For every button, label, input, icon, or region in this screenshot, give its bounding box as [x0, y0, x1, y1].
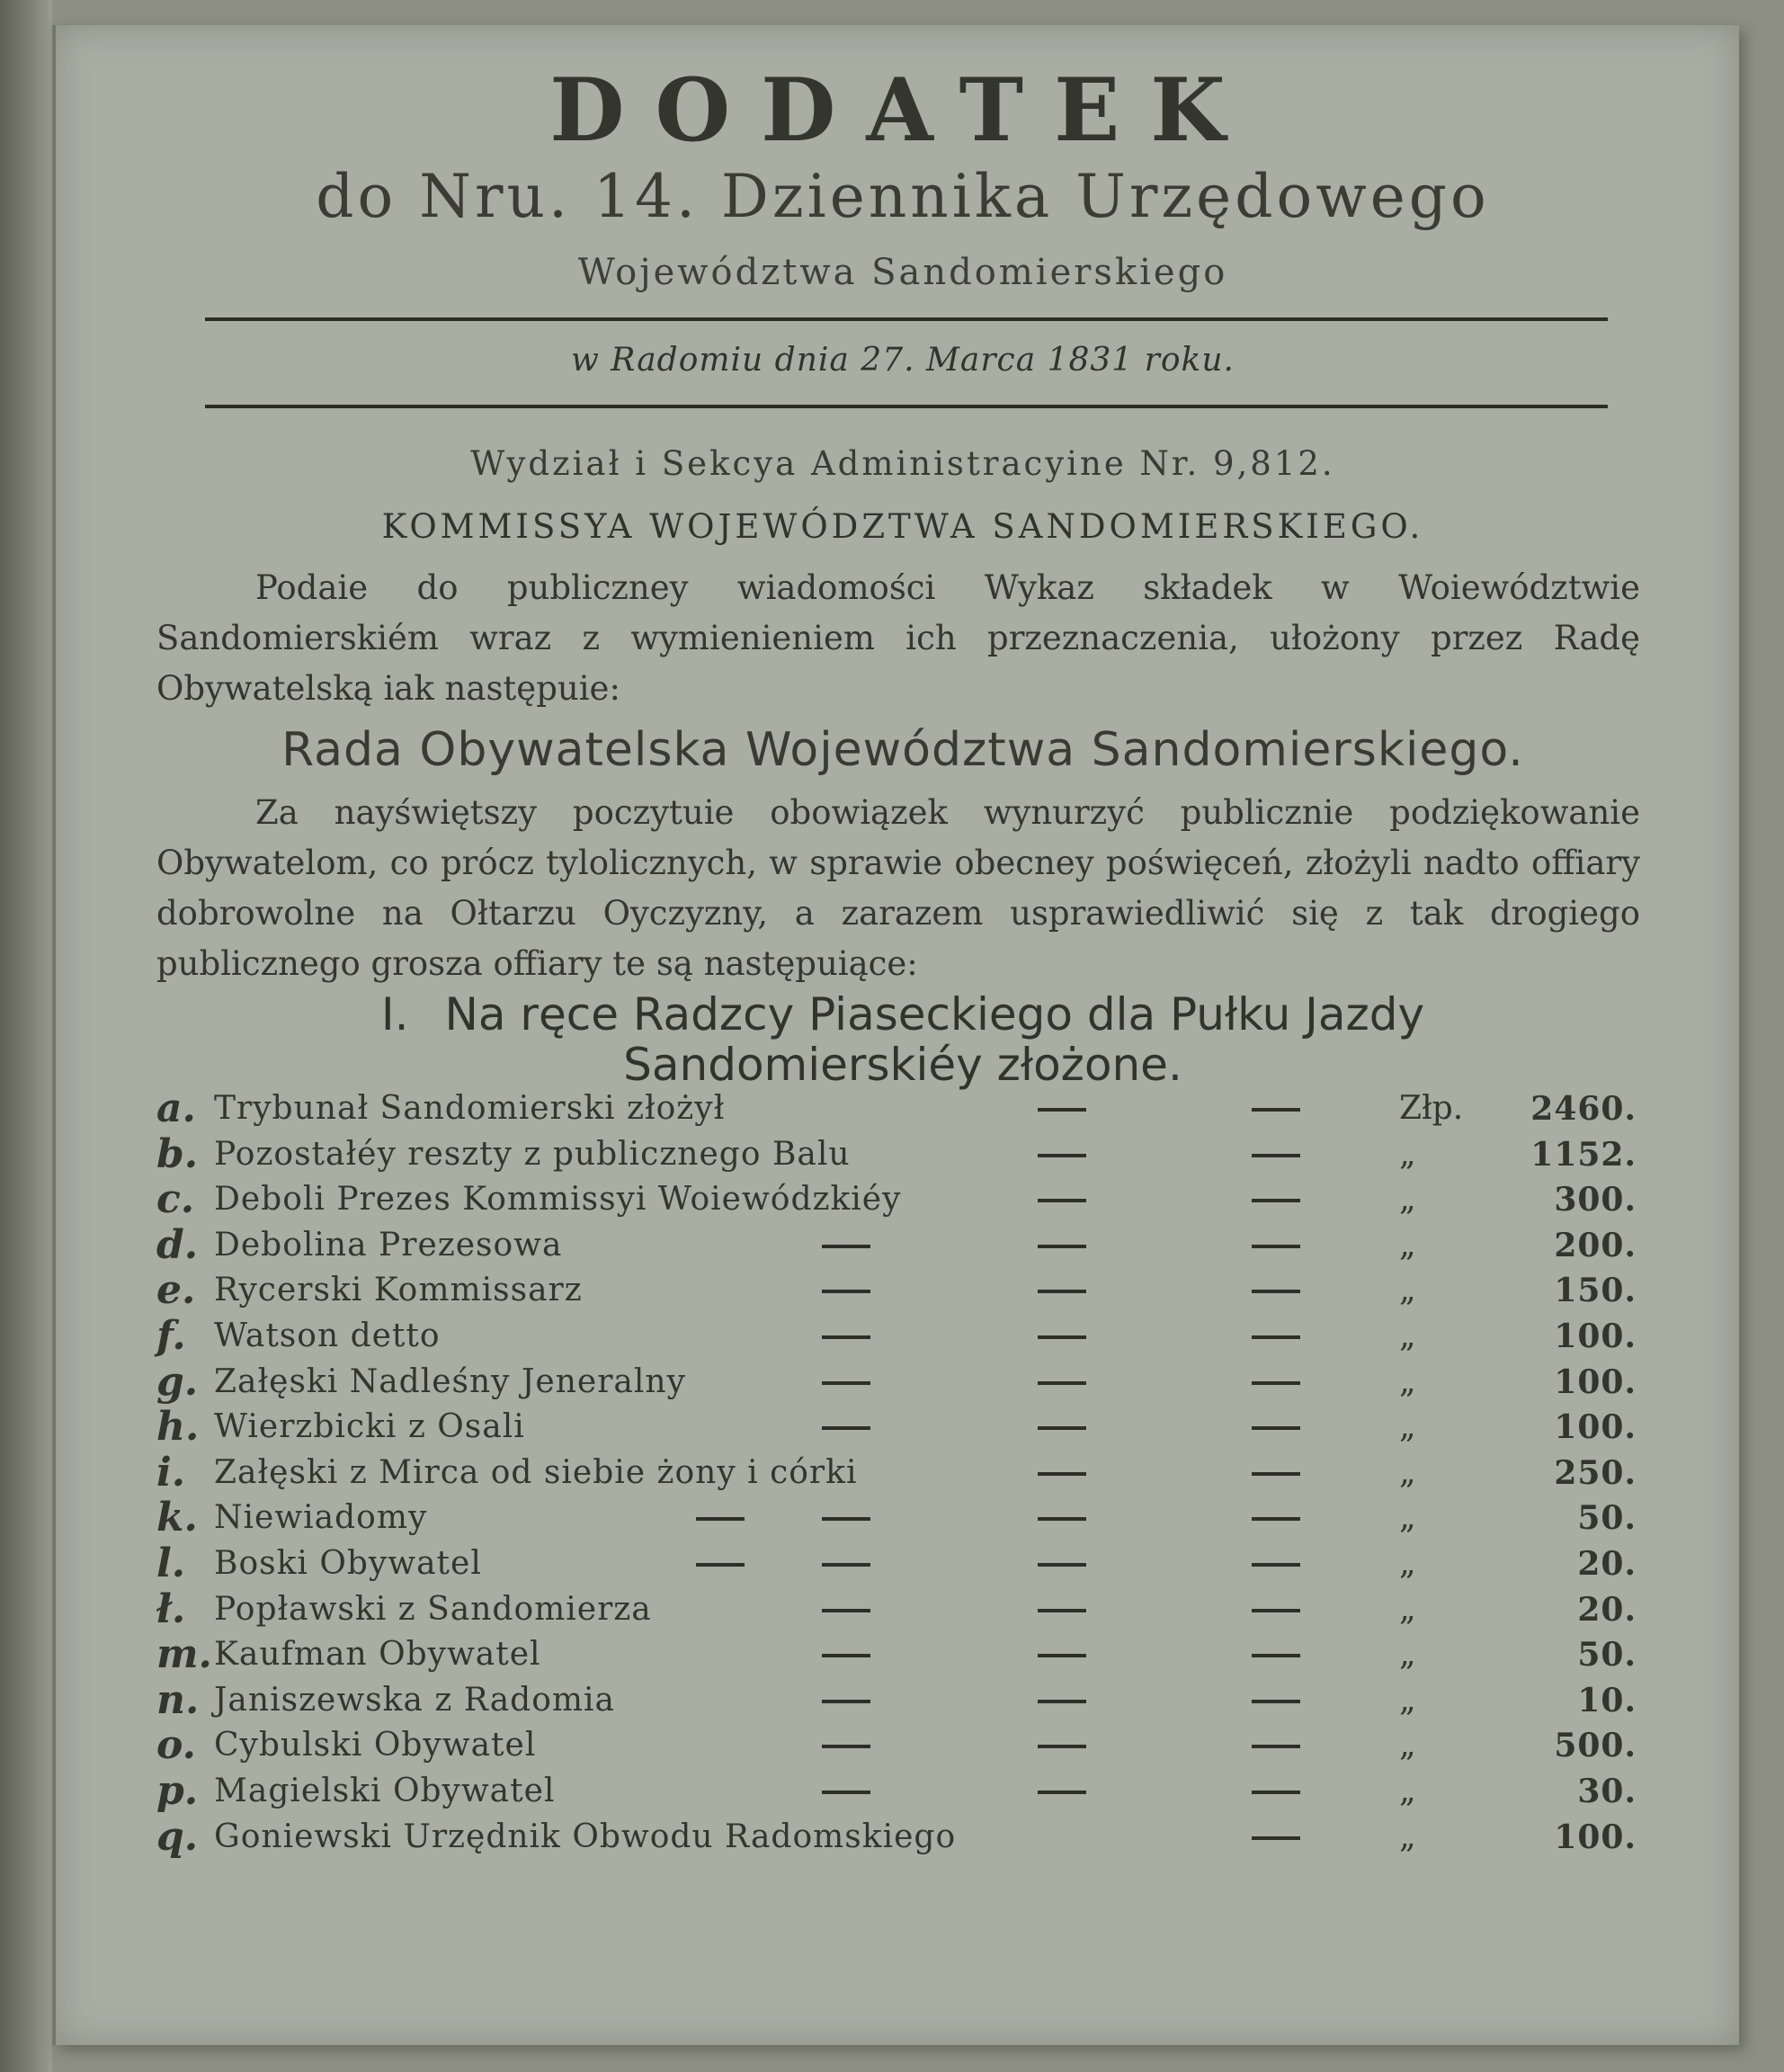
entry-dash [822, 1700, 870, 1703]
entry-letter: i. [156, 1449, 186, 1496]
entry-dash [1252, 1472, 1300, 1476]
entry-name: Niewiadomy [214, 1499, 428, 1537]
entry-letter: c. [156, 1176, 195, 1223]
entry-currency: „ [1399, 1499, 1416, 1537]
entry-letter: q. [156, 1813, 199, 1860]
entry-dash [822, 1290, 870, 1293]
list-item [156, 1132, 1649, 1178]
entry-dash [1038, 1154, 1086, 1157]
masthead-subtitle: do Nru. 14. Dziennika Urzędowego [316, 162, 1490, 231]
entry-dash [822, 1245, 870, 1248]
entry-amount: 250. [1554, 1453, 1637, 1492]
list-item [156, 1360, 1649, 1406]
contributions-list [156, 1086, 1649, 1860]
entry-dash [1252, 1245, 1300, 1248]
entry-letter: a. [156, 1085, 196, 1131]
entry-dash [1252, 1836, 1300, 1840]
entry-currency: „ [1399, 1226, 1416, 1264]
entry-currency: „ [1399, 1135, 1416, 1173]
entry-dash [1038, 1609, 1086, 1612]
entry-name: Boski Obywatel [214, 1544, 482, 1582]
entry-dash [1038, 1517, 1086, 1521]
entry-dash [1252, 1654, 1300, 1657]
entry-letter: d. [156, 1221, 199, 1268]
entry-dash [822, 1654, 870, 1657]
entry-dash [822, 1609, 870, 1612]
entry-dash [1252, 1381, 1300, 1385]
commission-heading: KOMMISSYA WOJEWÓDZTWA SANDOMIERSKIEGO. [381, 507, 1424, 546]
entry-dash [1038, 1245, 1086, 1248]
entry-amount: 20. [1577, 1544, 1637, 1583]
list-item [156, 1541, 1649, 1587]
entry-amount: 100. [1554, 1408, 1637, 1447]
entry-amount: 50. [1577, 1636, 1637, 1675]
entry-name: Popławski z Sandomierza [214, 1590, 652, 1628]
list-item [156, 1451, 1649, 1496]
entry-currency: „ [1399, 1817, 1416, 1855]
entry-currency: „ [1399, 1317, 1416, 1354]
entry-name: Rycerski Kommissarz [214, 1272, 583, 1309]
entry-letter: o. [156, 1722, 196, 1769]
entry-dash [1252, 1290, 1300, 1293]
entry-currency: „ [1399, 1272, 1416, 1309]
entry-name: Deboli Prezes Kommissyi Woiewódzkiéy [214, 1181, 902, 1219]
entry-amount: 500. [1554, 1727, 1637, 1765]
entry-dash [822, 1381, 870, 1385]
section-title-line2: Sandomierskiéy złożone. [623, 1039, 1182, 1091]
entry-dash [822, 1517, 870, 1521]
list-item [156, 1223, 1649, 1269]
entry-dash [1038, 1654, 1086, 1657]
section-title-line1: Na ręce Radzcy Piaseckiego dla Pułku Jazdy [444, 988, 1425, 1040]
entry-currency: „ [1399, 1727, 1416, 1764]
entry-dash [822, 1335, 870, 1339]
list-item [156, 1769, 1649, 1815]
header-rule-top [205, 317, 1608, 321]
entry-name: Magielski Obywatel [214, 1772, 556, 1809]
entry-dash [1252, 1609, 1300, 1612]
list-item [156, 1678, 1649, 1724]
entry-amount: 30. [1577, 1772, 1637, 1810]
entry-dash [1038, 1108, 1086, 1112]
entry-amount: 100. [1554, 1362, 1637, 1401]
entry-dash [1252, 1199, 1300, 1202]
entry-letter: f. [156, 1312, 186, 1359]
entry-dash [822, 1791, 870, 1794]
entry-dash [1252, 1154, 1300, 1157]
entry-currency: „ [1399, 1453, 1416, 1491]
entry-name: Załęski z Mirca od siebie żony i córki [214, 1453, 858, 1491]
entry-name: Janiszewska z Radomia [214, 1681, 615, 1719]
entry-dash [1252, 1563, 1300, 1567]
list-item [156, 1268, 1649, 1314]
entry-letter: n. [156, 1676, 200, 1723]
list-item [156, 1815, 1649, 1861]
list-item [156, 1723, 1649, 1769]
book-spine [0, 0, 52, 2072]
entry-name: Pozostałéy reszty z publicznego Balu [214, 1135, 851, 1173]
list-item [156, 1086, 1649, 1132]
entry-dash [1038, 1290, 1086, 1293]
entry-dash [1038, 1745, 1086, 1748]
entry-currency: „ [1399, 1362, 1416, 1400]
entry-letter: h. [156, 1404, 200, 1451]
entry-amount: 150. [1554, 1272, 1637, 1310]
header-rule-bottom [205, 405, 1608, 408]
entry-currency: „ [1399, 1408, 1416, 1446]
entry-letter: ł. [156, 1585, 186, 1632]
dateline: w Radomiu dnia 27. Marca 1831 roku. [571, 342, 1235, 379]
entry-letter: k. [156, 1495, 198, 1541]
entry-dash [822, 1563, 870, 1567]
entry-amount: 50. [1577, 1499, 1637, 1538]
entry-dash [1252, 1108, 1300, 1112]
entry-dash [1038, 1335, 1086, 1339]
entry-amount: 300. [1554, 1181, 1637, 1219]
entry-amount: 1152. [1530, 1135, 1637, 1174]
entry-name: Goniewski Urzędnik Obwodu Radomskiego [214, 1817, 957, 1855]
entry-currency: Złp. [1399, 1090, 1464, 1127]
entry-letter: p. [156, 1767, 199, 1814]
list-item [156, 1405, 1649, 1451]
list-item [156, 1314, 1649, 1360]
entry-dash [1252, 1426, 1300, 1430]
entry-dash [1038, 1426, 1086, 1430]
entry-currency: „ [1399, 1772, 1416, 1809]
entry-dash [822, 1745, 870, 1748]
list-item [156, 1632, 1649, 1678]
entry-name: Kaufman Obywatel [214, 1636, 541, 1674]
entry-dash [1252, 1517, 1300, 1521]
entry-letter: m. [156, 1631, 212, 1678]
entry-dash [1038, 1563, 1086, 1567]
entry-dash [1038, 1700, 1086, 1703]
list-item [156, 1496, 1649, 1541]
entry-name: Cybulski Obywatel [214, 1727, 537, 1764]
entry-name: Debolina Prezesowa [214, 1226, 563, 1264]
entry-letter: b. [156, 1130, 199, 1177]
entry-dash [696, 1563, 745, 1567]
entry-currency: „ [1399, 1181, 1416, 1219]
masthead-title: DODATEK [549, 59, 1256, 161]
entry-dash [822, 1426, 870, 1430]
entry-amount: 2460. [1530, 1090, 1637, 1128]
entry-currency: „ [1399, 1636, 1416, 1674]
section-heading [156, 989, 1649, 1040]
entry-name: Watson detto [214, 1317, 441, 1354]
entry-dash [1252, 1700, 1300, 1703]
entry-amount: 20. [1577, 1590, 1637, 1629]
entry-amount: 10. [1577, 1681, 1637, 1719]
entry-dash [1252, 1745, 1300, 1748]
entry-letter: l. [156, 1540, 186, 1586]
entry-dash [1038, 1381, 1086, 1385]
council-paragraph: Za nayświętszy poczytuie obowiązek wynurzyć publicznie podziękowanie Obywatelom, co prócz tylolicznych, w sprawie obecney poświęceń, złożyli nadto offiary dobrowolne na Ołtarzu Oyczyzny, a zarazem usprawiedliwić się z tak drogiego publicznego grosza offiary te są następuiące: [156, 793, 1640, 983]
masthead-province: Województwa Sandomierskiego [577, 252, 1228, 293]
entry-dash [1252, 1791, 1300, 1794]
council-heading: Rada Obywatelska Województwa Sandomierskiego. [281, 723, 1524, 777]
document-page [52, 25, 1739, 2045]
entry-amount: 100. [1554, 1817, 1637, 1856]
entry-amount: 200. [1554, 1226, 1637, 1264]
entry-dash [696, 1517, 745, 1521]
entry-letter: e. [156, 1267, 196, 1314]
section-number: I. [380, 988, 409, 1040]
entry-amount: 100. [1554, 1317, 1637, 1355]
list-item [156, 1177, 1649, 1223]
entry-dash [1038, 1791, 1086, 1794]
entry-dash [1038, 1472, 1086, 1476]
entry-currency: „ [1399, 1544, 1416, 1582]
notice-paragraph: Podaie do publiczney wiadomości Wykaz składek w Woiewództwie Sandomierskiém wraz z wymienieniem ich przeznaczenia, ułożony przez Radę Obywatelską iak następuie: [156, 568, 1640, 708]
entry-currency: „ [1399, 1681, 1416, 1719]
entry-name: Wierzbicki z Osali [214, 1408, 525, 1446]
entry-dash [1252, 1335, 1300, 1339]
entry-name: Trybunał Sandomierski złożył [214, 1090, 726, 1127]
entry-name: Załęski Nadleśny Jeneralny [214, 1362, 686, 1400]
entry-letter: g. [156, 1358, 199, 1405]
department-line: Wydział i Sekcya Administracyine Nr. 9,812. [470, 444, 1335, 483]
entry-currency: „ [1399, 1590, 1416, 1628]
entry-dash [1038, 1199, 1086, 1202]
list-item [156, 1587, 1649, 1633]
